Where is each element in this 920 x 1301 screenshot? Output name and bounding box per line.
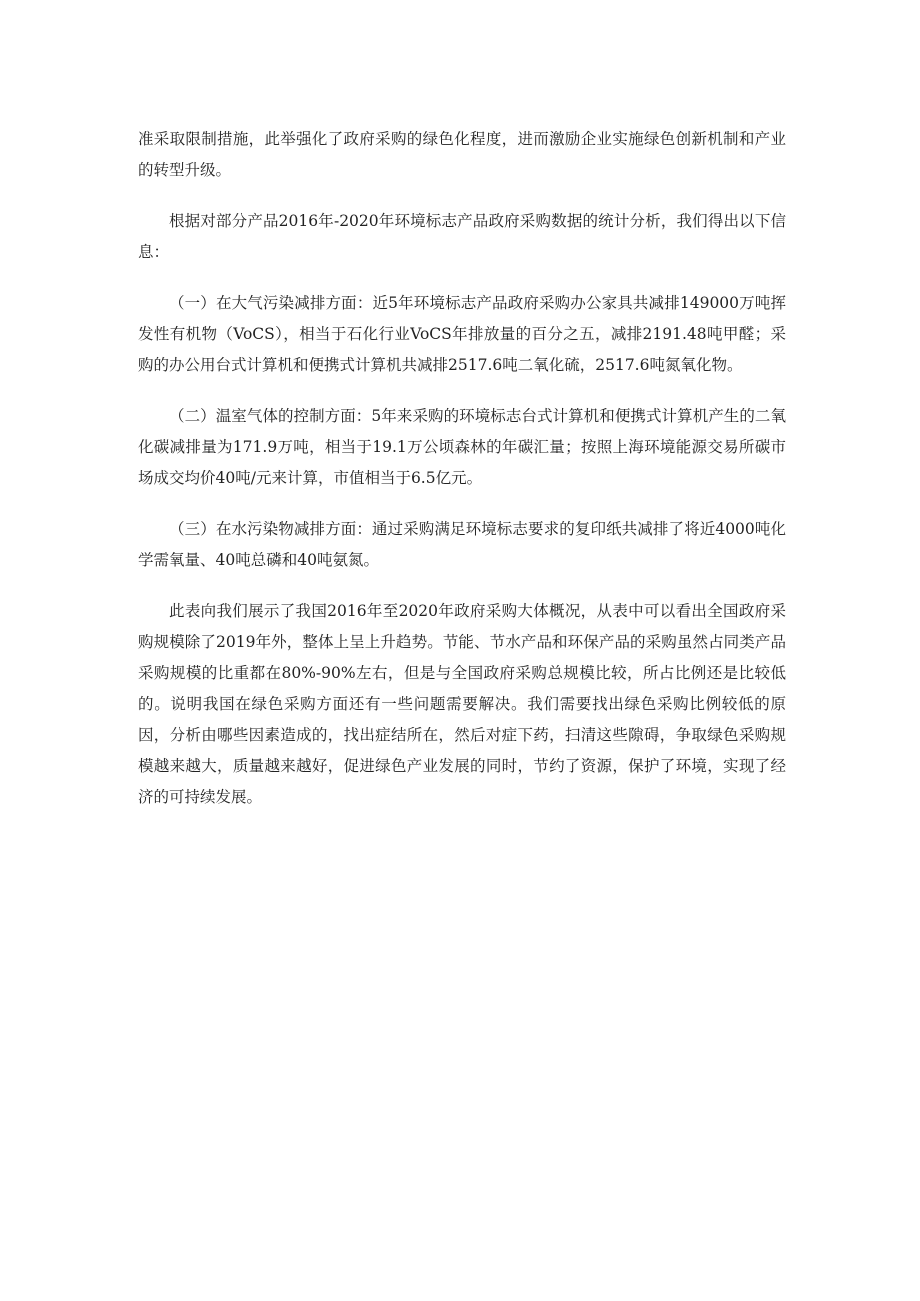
- document-body: [138, 124, 786, 833]
- paragraph-greenhouse-gas: （二）温室气体的控制方面：5年来采购的环境标志台式计算机和便携式计算机产生的二氧化碳减排量为171.9万吨，相当于19.1万公顷森林的年碳汇量；按照上海环境能源交易所碳市场成交均价40吨/元来计算，市值相当于6.5亿元。: [138, 407, 786, 487]
- paragraph-intro: 根据对部分产品2016年-2020年环境标志产品政府采购数据的统计分析，我们得出以下信息：: [138, 212, 786, 261]
- paragraph-continuation: 准采取限制措施，此举强化了政府采购的绿色化程度，进而激励企业实施绿色创新机制和产业的转型升级。: [138, 130, 786, 179]
- paragraph-air-pollution: （一）在大气污染减排方面：近5年环境标志产品政府采购办公家具共减排149000万吨挥发性有机物（VoCS），相当于石化行业VoCS年排放量的百分之五，减排2191.48吨甲醛；采购的办公用台式计算机和便携式计算机共减排2517.6吨二氧化硫，2517.6吨氮氧化物。: [138, 294, 786, 374]
- paragraph-water-pollution: （三）在水污染物减排方面：通过采购满足环境标志要求的复印纸共减排了将近4000吨化学需氧量、40吨总磷和40吨氨氮。: [138, 520, 786, 569]
- paragraph-summary: 此表向我们展示了我国2016年至2020年政府采购大体概况，从表中可以看出全国政府采购规模除了2019年外，整体上呈上升趋势。节能、节水产品和环保产品的采购虽然占同类产品采购规模的比重都在80%-90%左右，但是与全国政府采购总规模比较，所占比例还是比较低的。说明我国在绿色采购方面还有一些问题需要解决。我们需要找出绿色采购比例较低的原因，分析由哪些因素造成的，找出症结所在，然后对症下药，扫清这些隙碍，争取绿色采购规模越来越大，质量越来越好，促进绿色产业发展的同时，节约了资源，保护了环境，实现了经济的可持续发展。: [138, 602, 786, 806]
